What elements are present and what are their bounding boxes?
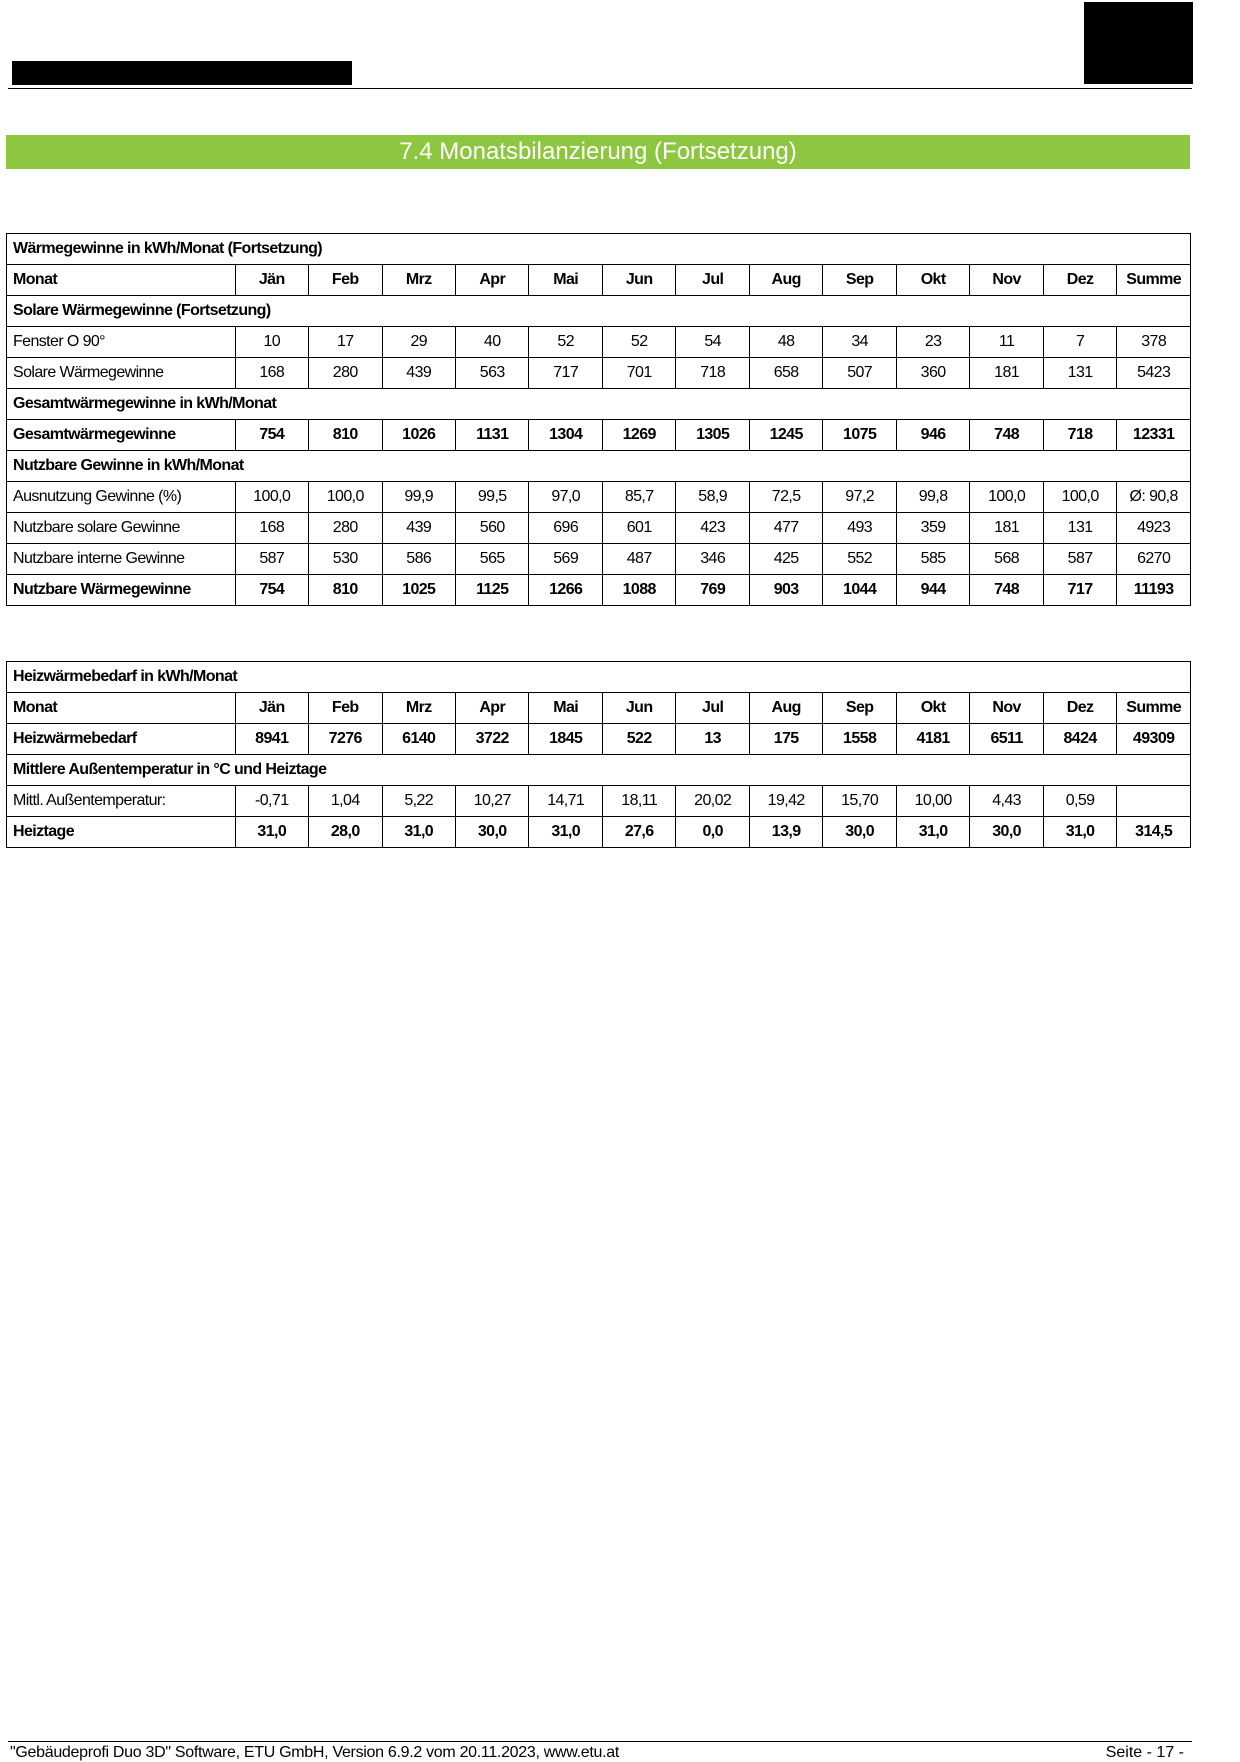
table-cell: Okt: [896, 693, 969, 724]
table-cell: Ø: 90,8: [1117, 482, 1191, 513]
footer-software-info: "Gebäudeprofi Duo 3D" Software, ETU GmbH, Version 6.9.2 vom 20.11.2023, www.etu.at: [10, 1744, 620, 1761]
table-cell: 18,11: [602, 786, 675, 817]
table-cell: 12331: [1117, 420, 1191, 451]
table-cell: 72,5: [749, 482, 822, 513]
table-cell: Aug: [749, 265, 822, 296]
table-cell: 100,0: [1043, 482, 1116, 513]
table-cell: 100,0: [235, 482, 308, 513]
table-cell: Mrz: [382, 693, 455, 724]
table-cell: 359: [896, 513, 969, 544]
table-cell: 487: [602, 544, 675, 575]
table-cell: 31,0: [529, 817, 602, 848]
section-title: 7.4 Monatsbilanzierung (Fortsetzung): [6, 135, 1190, 169]
table-cell: Jun: [602, 265, 675, 296]
table-cell: 346: [676, 544, 749, 575]
table-cell: 552: [823, 544, 896, 575]
table-cell: Nov: [970, 693, 1043, 724]
table-cell: 1044: [823, 575, 896, 606]
table-cell: 522: [602, 724, 675, 755]
row-label: Gesamtwärmegewinne: [7, 420, 236, 451]
table-cell: 587: [1043, 544, 1116, 575]
table-cell: 52: [602, 327, 675, 358]
table-cell: 1558: [823, 724, 896, 755]
row-nutzbare-solare: [7, 513, 1191, 544]
table-cell: 4181: [896, 724, 969, 755]
table-cell: 15,70: [823, 786, 896, 817]
row-label: Monat: [7, 265, 236, 296]
table-cell: 97,0: [529, 482, 602, 513]
table-cell: 1304: [529, 420, 602, 451]
table-cell: 31,0: [382, 817, 455, 848]
table-cell: 569: [529, 544, 602, 575]
table-cell: 314,5: [1117, 817, 1191, 848]
subheading-solar: Solare Wärmegewinne (Fortsetzung): [7, 296, 1191, 327]
table-cell: 701: [602, 358, 675, 389]
table-cell: 0,0: [676, 817, 749, 848]
table-cell: 280: [309, 358, 382, 389]
table-cell: 1245: [749, 420, 822, 451]
table-cell: 425: [749, 544, 822, 575]
table-cell: 85,7: [602, 482, 675, 513]
row-label: Solare Wärmegewinne: [7, 358, 236, 389]
row-label: Heizwärmebedarf: [7, 724, 236, 755]
table-cell: 586: [382, 544, 455, 575]
table-cell: Jän: [235, 265, 308, 296]
table-cell: 97,2: [823, 482, 896, 513]
table-cell: Apr: [455, 265, 528, 296]
table-cell: 10,00: [896, 786, 969, 817]
table-cell: 8941: [235, 724, 308, 755]
heizwaermebedarf-table: [6, 661, 1191, 848]
row-fenster: [7, 327, 1191, 358]
table-cell: 10: [235, 327, 308, 358]
table-cell: 175: [749, 724, 822, 755]
table-cell: Aug: [749, 693, 822, 724]
subheading-nutzbar: Nutzbare Gewinne in kWh/Monat: [7, 451, 1191, 482]
row-label: Nutzbare solare Gewinne: [7, 513, 236, 544]
table-cell: 11: [970, 327, 1043, 358]
table-cell: 1075: [823, 420, 896, 451]
table-title: Heizwärmebedarf in kWh/Monat: [7, 662, 1191, 693]
table-header-row: [7, 265, 1191, 296]
table-cell: 439: [382, 513, 455, 544]
row-heiztage: [7, 817, 1191, 848]
table-cell: 99,5: [455, 482, 528, 513]
row-heizwaermebedarf: [7, 724, 1191, 755]
table-cell: 11193: [1117, 575, 1191, 606]
table-cell: 100,0: [309, 482, 382, 513]
table-cell: 810: [309, 420, 382, 451]
table-cell: 748: [970, 575, 1043, 606]
table-cell: 27,6: [602, 817, 675, 848]
table-cell: 34: [823, 327, 896, 358]
table-cell: 1845: [529, 724, 602, 755]
table-cell: 52: [529, 327, 602, 358]
redacted-logo-block: [1084, 2, 1193, 84]
table-cell: 1088: [602, 575, 675, 606]
table-cell: 944: [896, 575, 969, 606]
table-cell: 585: [896, 544, 969, 575]
table-cell: 131: [1043, 513, 1116, 544]
table-cell: Okt: [896, 265, 969, 296]
table-cell: 507: [823, 358, 896, 389]
table-cell: 30,0: [823, 817, 896, 848]
table-cell: 48: [749, 327, 822, 358]
table-cell: 280: [309, 513, 382, 544]
table-cell: 565: [455, 544, 528, 575]
table-cell: 601: [602, 513, 675, 544]
table-cell: 5,22: [382, 786, 455, 817]
row-label: Ausnutzung Gewinne (%): [7, 482, 236, 513]
table-cell: 13,9: [749, 817, 822, 848]
table-cell: 3722: [455, 724, 528, 755]
table-cell: 658: [749, 358, 822, 389]
table-cell: Feb: [309, 693, 382, 724]
table-cell: 568: [970, 544, 1043, 575]
table-cell: 1026: [382, 420, 455, 451]
footer-page-number: Seite - 17 -: [1105, 1744, 1184, 1761]
table-cell: -0,71: [235, 786, 308, 817]
table-cell: Jun: [602, 693, 675, 724]
table-cell: 131: [1043, 358, 1116, 389]
table-cell: 99,8: [896, 482, 969, 513]
table-cell: [1117, 786, 1191, 817]
table-cell: 4,43: [970, 786, 1043, 817]
table-cell: 360: [896, 358, 969, 389]
table-cell: Jän: [235, 693, 308, 724]
table-cell: 696: [529, 513, 602, 544]
table-cell: Sep: [823, 693, 896, 724]
table-cell: Jul: [676, 693, 749, 724]
table-cell: 40: [455, 327, 528, 358]
table-cell: 31,0: [896, 817, 969, 848]
table-cell: 754: [235, 575, 308, 606]
table-cell: 1025: [382, 575, 455, 606]
table-cell: 946: [896, 420, 969, 451]
table-cell: 181: [970, 358, 1043, 389]
table-cell: 493: [823, 513, 896, 544]
table-title: Wärmegewinne in kWh/Monat (Fortsetzung): [7, 234, 1191, 265]
table-cell: 7: [1043, 327, 1116, 358]
row-nutzbare-waerme: [7, 575, 1191, 606]
table-cell: Feb: [309, 265, 382, 296]
row-label: Nutzbare interne Gewinne: [7, 544, 236, 575]
table-cell: Dez: [1043, 265, 1116, 296]
table-cell: 30,0: [455, 817, 528, 848]
table-cell: 10,27: [455, 786, 528, 817]
table-cell: 1269: [602, 420, 675, 451]
table-cell: 717: [529, 358, 602, 389]
row-ausnutzung: [7, 482, 1191, 513]
row-solare-waermegewinne: [7, 358, 1191, 389]
row-label: Heiztage: [7, 817, 236, 848]
table-cell: Summe: [1117, 693, 1191, 724]
table-cell: 6140: [382, 724, 455, 755]
table-cell: 560: [455, 513, 528, 544]
table-cell: 0,59: [1043, 786, 1116, 817]
table-cell: 439: [382, 358, 455, 389]
table-cell: 100,0: [970, 482, 1043, 513]
footer-divider: [8, 1741, 1192, 1742]
table-cell: 28,0: [309, 817, 382, 848]
table-cell: 29: [382, 327, 455, 358]
table-cell: 23: [896, 327, 969, 358]
table-cell: Nov: [970, 265, 1043, 296]
table-cell: 423: [676, 513, 749, 544]
table-cell: 54: [676, 327, 749, 358]
table-cell: 58,9: [676, 482, 749, 513]
table-cell: 14,71: [529, 786, 602, 817]
table-cell: 477: [749, 513, 822, 544]
table-cell: Sep: [823, 265, 896, 296]
table-header-row: [7, 693, 1191, 724]
table-cell: 6511: [970, 724, 1043, 755]
subheading-gesamt: Gesamtwärmegewinne in kWh/Monat: [7, 389, 1191, 420]
table-cell: Mai: [529, 693, 602, 724]
table-cell: 8424: [1043, 724, 1116, 755]
table-cell: 563: [455, 358, 528, 389]
table-cell: 1125: [455, 575, 528, 606]
subheading-temperatur: Mittlere Außentemperatur in °C und Heiztage: [7, 755, 1191, 786]
table-cell: 1131: [455, 420, 528, 451]
row-label: Fenster O 90°: [7, 327, 236, 358]
table-cell: 181: [970, 513, 1043, 544]
row-label: Monat: [7, 693, 236, 724]
table-cell: 17: [309, 327, 382, 358]
row-label: Mittl. Außentemperatur:: [7, 786, 236, 817]
table-cell: 718: [1043, 420, 1116, 451]
table-cell: 1,04: [309, 786, 382, 817]
table-cell: 748: [970, 420, 1043, 451]
table-cell: 4923: [1117, 513, 1191, 544]
table-cell: 903: [749, 575, 822, 606]
table-cell: Mai: [529, 265, 602, 296]
row-label: Nutzbare Wärmegewinne: [7, 575, 236, 606]
table-cell: 810: [309, 575, 382, 606]
table-cell: 5423: [1117, 358, 1191, 389]
table-cell: 718: [676, 358, 749, 389]
table-cell: 19,42: [749, 786, 822, 817]
header-divider: [8, 88, 1192, 89]
table-cell: 6270: [1117, 544, 1191, 575]
table-cell: 530: [309, 544, 382, 575]
table-cell: 13: [676, 724, 749, 755]
table-cell: 378: [1117, 327, 1191, 358]
table-cell: Summe: [1117, 265, 1191, 296]
table-cell: 1266: [529, 575, 602, 606]
table-cell: Jul: [676, 265, 749, 296]
row-gesamtwaermegewinne: [7, 420, 1191, 451]
table-cell: 769: [676, 575, 749, 606]
table-cell: Apr: [455, 693, 528, 724]
table-cell: 168: [235, 358, 308, 389]
waermegewinne-table: [6, 233, 1191, 606]
row-nutzbare-interne: [7, 544, 1191, 575]
table-cell: 1305: [676, 420, 749, 451]
table-cell: 31,0: [235, 817, 308, 848]
row-aussentemperatur: [7, 786, 1191, 817]
table-cell: 30,0: [970, 817, 1043, 848]
table-cell: Mrz: [382, 265, 455, 296]
table-cell: 99,9: [382, 482, 455, 513]
table-cell: 754: [235, 420, 308, 451]
redacted-header-block: [12, 61, 352, 85]
table-cell: 7276: [309, 724, 382, 755]
table-cell: 587: [235, 544, 308, 575]
table-cell: 168: [235, 513, 308, 544]
table-cell: 717: [1043, 575, 1116, 606]
table-cell: 20,02: [676, 786, 749, 817]
table-cell: 31,0: [1043, 817, 1116, 848]
table-cell: 49309: [1117, 724, 1191, 755]
table-cell: Dez: [1043, 693, 1116, 724]
